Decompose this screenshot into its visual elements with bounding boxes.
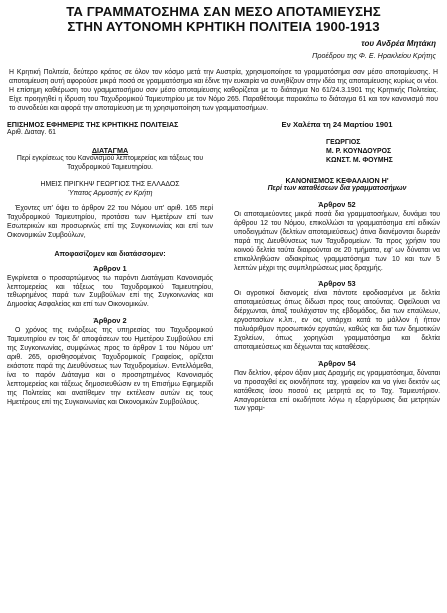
article-52-text: Οι αποταμιεύοντες μικρά ποσά δια γραμματοσήμων, δυνάμει του άρθρου 12 του Νόμου, επικολλώσι τα γραμματόσημα επί ειδικών υποδειγμάτων (δελτίων αποταμιεύσεως) άτινα διανέμονται δωρεάν παρά της Διευθύνσεως των Ταχυδρομείων. Τα προς χρήσιν του κοινού δελτία ταύτα διαιρούνται σε 20 τμήματα, εφ' ων δύναται να επικολληθώσιν αδιακρίτως γραμματόσημα των 10 και των 5 λεπτών μέχρι της συμπληρώσεως μιας δραχμής. xyxy=(234,211,440,272)
signatures xyxy=(234,139,440,166)
decree-date: Εν Χαλέπα τη 24 Μαρτίου 1901 xyxy=(281,120,393,130)
two-column-body xyxy=(5,120,442,414)
prince-title: Ύπατος Αρμοστής εν Κρήτη xyxy=(67,190,153,198)
signature-koundouros: Μ. Ρ. ΚΟΥΝΔΟΥΡΟΣ xyxy=(326,148,392,156)
article-2-text: Ο χρόνος της ενάρξεως της υπηρεσίας του Ταχυδρομικού Ταμιευτηρίου εν τοις δι' αποφάσεων του Ημετέρου Συμβούλου επί της Συγκοινωνίας, συμφώνως προς το άρθρον 1 του Νόμου υπ' αριθ. 265, ορισθησομένοις Ταχυδρομικοίς Γραφείοις, ορίζεται εκάστοτε παρά της Διευθύνσεως των Ταχυδρομείων. Εντελλόμεθα, ίνα το παρόν Διάταγμα και ο προσηρτημένος Κανονισμός λεπτομερείας και τάξεως δημοσιευθώσιν εν τη Επισήμω Εφημερίδι της Πολιτείας και ανατίθεμεν την εκτέλεσιν αυτών εις τους Ημετέρους επί της Συγκοινωνίας και Οικονομικών Συμβούλους. xyxy=(7,327,213,406)
right-column xyxy=(234,120,442,414)
title-line-1: ΤΑ ΓΡΑΜΜΑΤΟΣΗΜΑ ΣΑΝ ΜΕΣΟ ΑΠΟΤΑΜΙΕΥΣΗΣ xyxy=(66,4,381,19)
left-column xyxy=(5,120,213,414)
author-name: του Ανδρέα Μητάκη xyxy=(361,39,436,48)
title-line-2: ΣΤΗΝ ΑΥΤΟΝΟΜΗ ΚΡΗΤΙΚΗ ΠΟΛΙΤΕΙΑ 1900-1913 xyxy=(67,19,380,34)
article-54-title: Άρθρον 54 xyxy=(318,358,356,368)
article-52-title: Άρθρον 52 xyxy=(318,200,356,210)
decree-subject: Περί εγκρίσεως του Κανονισμού λεπτομερείας και τάξεως του Ταχυδρομικού Ταμιευτηρίου. xyxy=(16,155,204,172)
article-1-text: Εγκρίνεται ο προσαρτώμενος τω παρόντι Διατάγματι Κανονισμός λεπτομερείας και τάξεως του Ταχυδρομικού Ταμιευτηρίου, τεθωρημένος παρά των Συμβούλων επί της Συγκοινωνίας και Δημοσίας Ασφαλείας και επί των Οικονομικών. xyxy=(7,274,213,309)
decree-preamble: Έχοντες υπ' όψει το άρθρον 22 του Νόμου υπ' αριθ. 165 περί Ταχυδρομικού Ταμιευτηρίου, προτάσει των Ημετέρων επί των Εσωτερικών και προσωρινώς επί της Συγκοινωνίας και επί των Οικονομικών Συμβούλων, xyxy=(7,205,213,239)
regulation-title: ΚΑΝΟΝΙΣΜΟΣ ΚΕΦΑΛΑΙΟΝ Η' xyxy=(285,176,389,186)
decree-number: Αριθ. Διαταγ. 61 xyxy=(7,129,56,137)
regulation-subject: Περί των καταθέσεων δια γραμματοσήμων xyxy=(267,185,407,193)
article-53-text: Οι αγροτικοί διανομείς είναι πάντοτε εφοδιασμένοι με δελτία αποταμιεύσεως όπως δίδωσι προς τους αιτούντας. Οφείλουσι να διέρχωνται, άπαξ τουλάχιστον της εβδομάδος, δια των επαύλεων, εργοστασίων κ.λπ., εν οις υπάρχει κατά το μάλλον ή ήττον πολυάριθμον προσωπικόν εργατών, καθώς και δια των δημοτικών Σχολείων, όπως χορηγώσι γραμματόσημα και δελτία αποταμιεύσεως και δέχωνται τας καταθέσεις. xyxy=(234,290,440,351)
article-title xyxy=(5,4,442,34)
article-53-title: Άρθρον 53 xyxy=(318,279,356,289)
author-role: Προέδρου της Φ. Ε. Ηρακλείου Κρήτης xyxy=(312,51,436,60)
gazette-heading: ΕΠΙΣΗΜΟΣ ΕΦΗΜΕΡΙΣ ΤΗΣ ΚΡΗΤΙΚΗΣ ΠΟΛΙΤΕΙΑΣ xyxy=(7,120,179,130)
intro-paragraph: Η Κρητική Πολιτεία, δεύτερο κράτος σε όλον τον κόσμο μετά την Αυστρία, χρησιμοποίησε τα γραμματόσημα σαν μέσο αποταμίευσης. Η αποταμίευση αυτή αφορούσε μικρά ποσά σε γραμματόσημα και έδινε την ευκαιρία να συνηθίζουν στην ιδέα της αποταμίευσης κυρίως οι νέοι. Η επίσημη καθιέρωση του γραμματοσήμου σαν μέσο αποταμίευσης καθορίζεται με το διάταγμα Νο 61/24.3.1901 της Κρητικής Πολιτείας. Είχε προηγηθεί η ίδρυση του Ταχυδρομικού Ταμιευτηρίου με τον Νόμο 265. Παραθέτουμε παρακάτω το διάταγμα 61 και τον κανονισμό που το συνοδεύει και αφορά την αποταμίευση με τη χρησιμοποίηση των γραμματοσήμων. xyxy=(9,69,438,113)
signature-foumis: ΚΩΝΣΤ. Μ. ΦΟΥΜΗΣ xyxy=(326,157,393,165)
article-1-title: Άρθρον 1 xyxy=(93,263,127,273)
article-2-title: Άρθρον 2 xyxy=(93,316,127,326)
prince-heading: ΗΜΕΙΣ ΠΡΙΓΚΗΨ ΓΕΩΡΓΙΟΣ ΤΗΣ ΕΛΛΑΔΟΣ xyxy=(40,181,180,189)
article-54-text: Παν δελτίον, φέρον άξιαν μιας Δραχμής εις γραμματόσημα, δύναται να προσαχθεί εις οιονδήποτε ταχ. γραφείον και να γίνει δεκτόν ως κατάθεσις ίσου ποσού εις μετρητά εις το Ταχ. Ταμιευτήριον. Απαγορεύεται επί οιωδήποτε λόγω η εξαργύρωσις δια μετρητών των γραμ- xyxy=(234,369,440,413)
decree-title: ΔΙΑΤΑΓΜΑ xyxy=(91,146,129,156)
signature-george: ΓΕΩΡΓΙΟΣ xyxy=(326,139,361,147)
decision-heading: Αποφασίζομεν και διατάσσομεν: xyxy=(54,248,166,258)
